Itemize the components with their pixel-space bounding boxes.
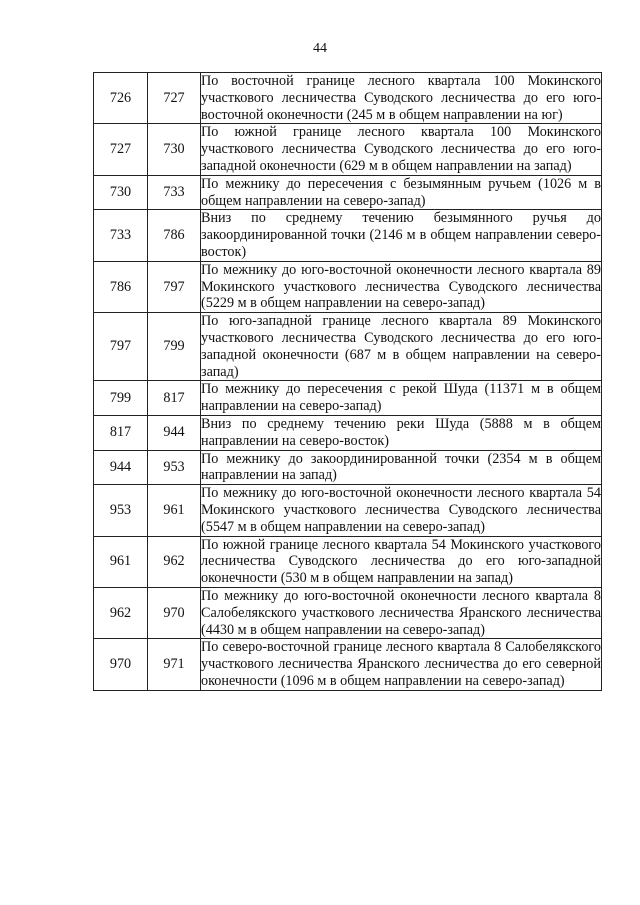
to-point-cell: 962	[148, 536, 201, 587]
to-point-cell: 797	[148, 261, 201, 312]
description-cell: Вниз по среднему течению реки Шуда (5888 м в общем направлении на северо-восток)	[201, 415, 601, 449]
from-point-cell: 944	[94, 450, 148, 485]
to-point-cell: 971	[148, 639, 201, 690]
table-row	[94, 175, 602, 210]
to-point-cell: 786	[148, 210, 201, 261]
to-point-cell: 970	[148, 587, 201, 638]
description-cell: По межнику до пересечения с безымянным ручьем (1026 м в общем направлении на северо-запад)	[201, 175, 601, 209]
table-row	[94, 73, 602, 124]
table-row	[94, 210, 602, 261]
to-point-cell: 727	[148, 73, 201, 124]
from-point-cell: 797	[94, 313, 148, 381]
to-point-cell: 944	[148, 415, 201, 450]
description-cell: По восточной границе лесного квартала 100 Мокинского участкового лесничества Суводского лесничества до его юго-восточной оконечности (245 м в общем направлении на юг)	[201, 73, 601, 123]
boundary-description-table	[93, 72, 602, 691]
from-point-cell: 962	[94, 587, 148, 638]
from-point-cell: 726	[94, 73, 148, 124]
from-point-cell: 961	[94, 536, 148, 587]
to-point-cell: 953	[148, 450, 201, 485]
table-row	[94, 124, 602, 175]
from-point-cell: 786	[94, 261, 148, 312]
from-point-cell: 727	[94, 124, 148, 175]
to-point-cell: 733	[148, 175, 201, 210]
to-point-cell: 730	[148, 124, 201, 175]
description-cell: По межнику до пересечения с рекой Шуда (11371 м в общем направлении на северо-запад)	[201, 381, 601, 415]
from-point-cell: 799	[94, 381, 148, 416]
page-number: 44	[313, 41, 327, 56]
table-row	[94, 485, 602, 536]
table-row	[94, 415, 602, 450]
description-cell: По юго-западной границе лесного квартала 89 Мокинского участкового лесничества Суводского лесничества до его юго-западной оконечности (687 м в общем направлении на северо-запад)	[201, 313, 601, 380]
description-cell: По межнику до юго-восточной оконечности лесного квартала 8 Салобелякского участкового лесничества Яранского лесничества (4430 м в общем направлении на северо-запад)	[201, 587, 601, 638]
description-cell: По южной границе лесного квартала 54 Мокинского участкового лесничества Суводского лесничества до его юго-западной оконечности (530 м в общем направлении на запад)	[201, 536, 601, 587]
to-point-cell: 961	[148, 485, 201, 536]
description-cell: По межнику до закоординированной точки (2354 м в общем направлении на запад)	[201, 450, 601, 484]
table-row	[94, 261, 602, 312]
to-point-cell: 799	[148, 313, 201, 381]
to-point-cell: 817	[148, 381, 201, 416]
table-row	[94, 587, 602, 638]
table-row	[94, 639, 602, 690]
table-row	[94, 536, 602, 587]
from-point-cell: 953	[94, 485, 148, 536]
from-point-cell: 817	[94, 415, 148, 450]
from-point-cell: 733	[94, 210, 148, 261]
description-cell: По межнику до юго-восточной оконечности лесного квартала 54 Мокинского участкового лесничества Суводского лесничества (5547 м в общем направлении на северо-запад)	[201, 485, 601, 535]
table-body	[94, 73, 602, 691]
from-point-cell: 730	[94, 175, 148, 210]
table-row	[94, 381, 602, 416]
description-cell: Вниз по среднему течению безымянного ручья до закоординированной точки (2146 м в общем направлении северо-восток)	[201, 210, 601, 260]
description-cell: По южной границе лесного квартала 100 Мокинского участкового лесничества Суводского лесничества до его юго-западной оконечности (629 м в общем направлении на запад)	[201, 124, 601, 174]
description-cell: По межнику до юго-восточной оконечности лесного квартала 89 Мокинского участкового лесничества Суводского лесничества (5229 м в общем направлении на северо-запад)	[201, 261, 601, 312]
from-point-cell: 970	[94, 639, 148, 690]
description-cell: По северо-восточной границе лесного квартала 8 Салобелякского участкового лесничества Яранского лесничества до его северной оконечности (1096 м в общем направлении на северо-запад)	[201, 639, 601, 689]
table-row	[94, 313, 602, 381]
table-row	[94, 450, 602, 485]
